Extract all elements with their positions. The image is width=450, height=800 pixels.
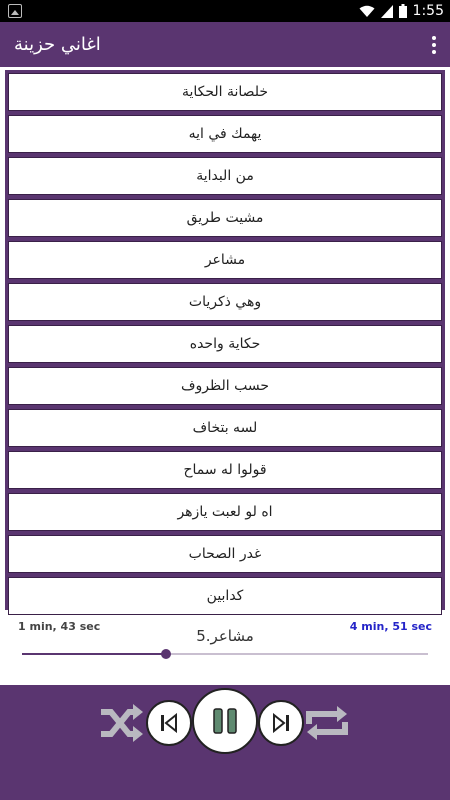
player-controls: [0, 685, 450, 800]
seek-bar[interactable]: [22, 653, 428, 655]
song-item[interactable]: وهي ذكريات: [8, 283, 442, 321]
song-item[interactable]: قولوا له سماح: [8, 451, 442, 489]
next-icon[interactable]: [258, 700, 304, 746]
song-item[interactable]: حسب الظروف: [8, 367, 442, 405]
seek-progress: [22, 653, 166, 655]
song-item[interactable]: من البداية: [8, 157, 442, 195]
battery-icon: [399, 4, 407, 18]
signal-icon: [381, 5, 393, 18]
page-title: اغاني حزينة: [14, 34, 101, 55]
song-item[interactable]: حكاية واحده: [8, 325, 442, 363]
status-icons: [359, 0, 444, 22]
wifi-icon: [359, 5, 375, 18]
app-bar: [0, 22, 450, 67]
notification-image-icon: [8, 4, 22, 18]
song-item[interactable]: غدر الصحاب: [8, 535, 442, 573]
now-playing-title: 5.مشاعر: [196, 627, 254, 645]
total-duration: 4 min, 51 sec: [349, 620, 432, 633]
shuffle-icon[interactable]: [98, 703, 144, 743]
pause-icon[interactable]: [192, 688, 258, 754]
song-item[interactable]: مشاعر: [8, 241, 442, 279]
status-bar: [0, 0, 450, 22]
previous-icon[interactable]: [146, 700, 192, 746]
song-item[interactable]: كدابين: [8, 577, 442, 615]
repeat-icon[interactable]: [304, 703, 350, 743]
seek-thumb[interactable]: [161, 649, 171, 659]
song-list: [5, 70, 445, 610]
song-item[interactable]: اه لو لعبت يازهر: [8, 493, 442, 531]
song-item[interactable]: مشيت طريق: [8, 199, 442, 237]
more-vert-icon[interactable]: [430, 36, 438, 54]
song-item[interactable]: لسه بتخاف: [8, 409, 442, 447]
song-item[interactable]: يهمك في ايه: [8, 115, 442, 153]
song-item[interactable]: خلصانة الحكاية: [8, 73, 442, 111]
elapsed-time: 1 min, 43 sec: [18, 620, 101, 633]
status-time: 1:55: [412, 3, 444, 19]
